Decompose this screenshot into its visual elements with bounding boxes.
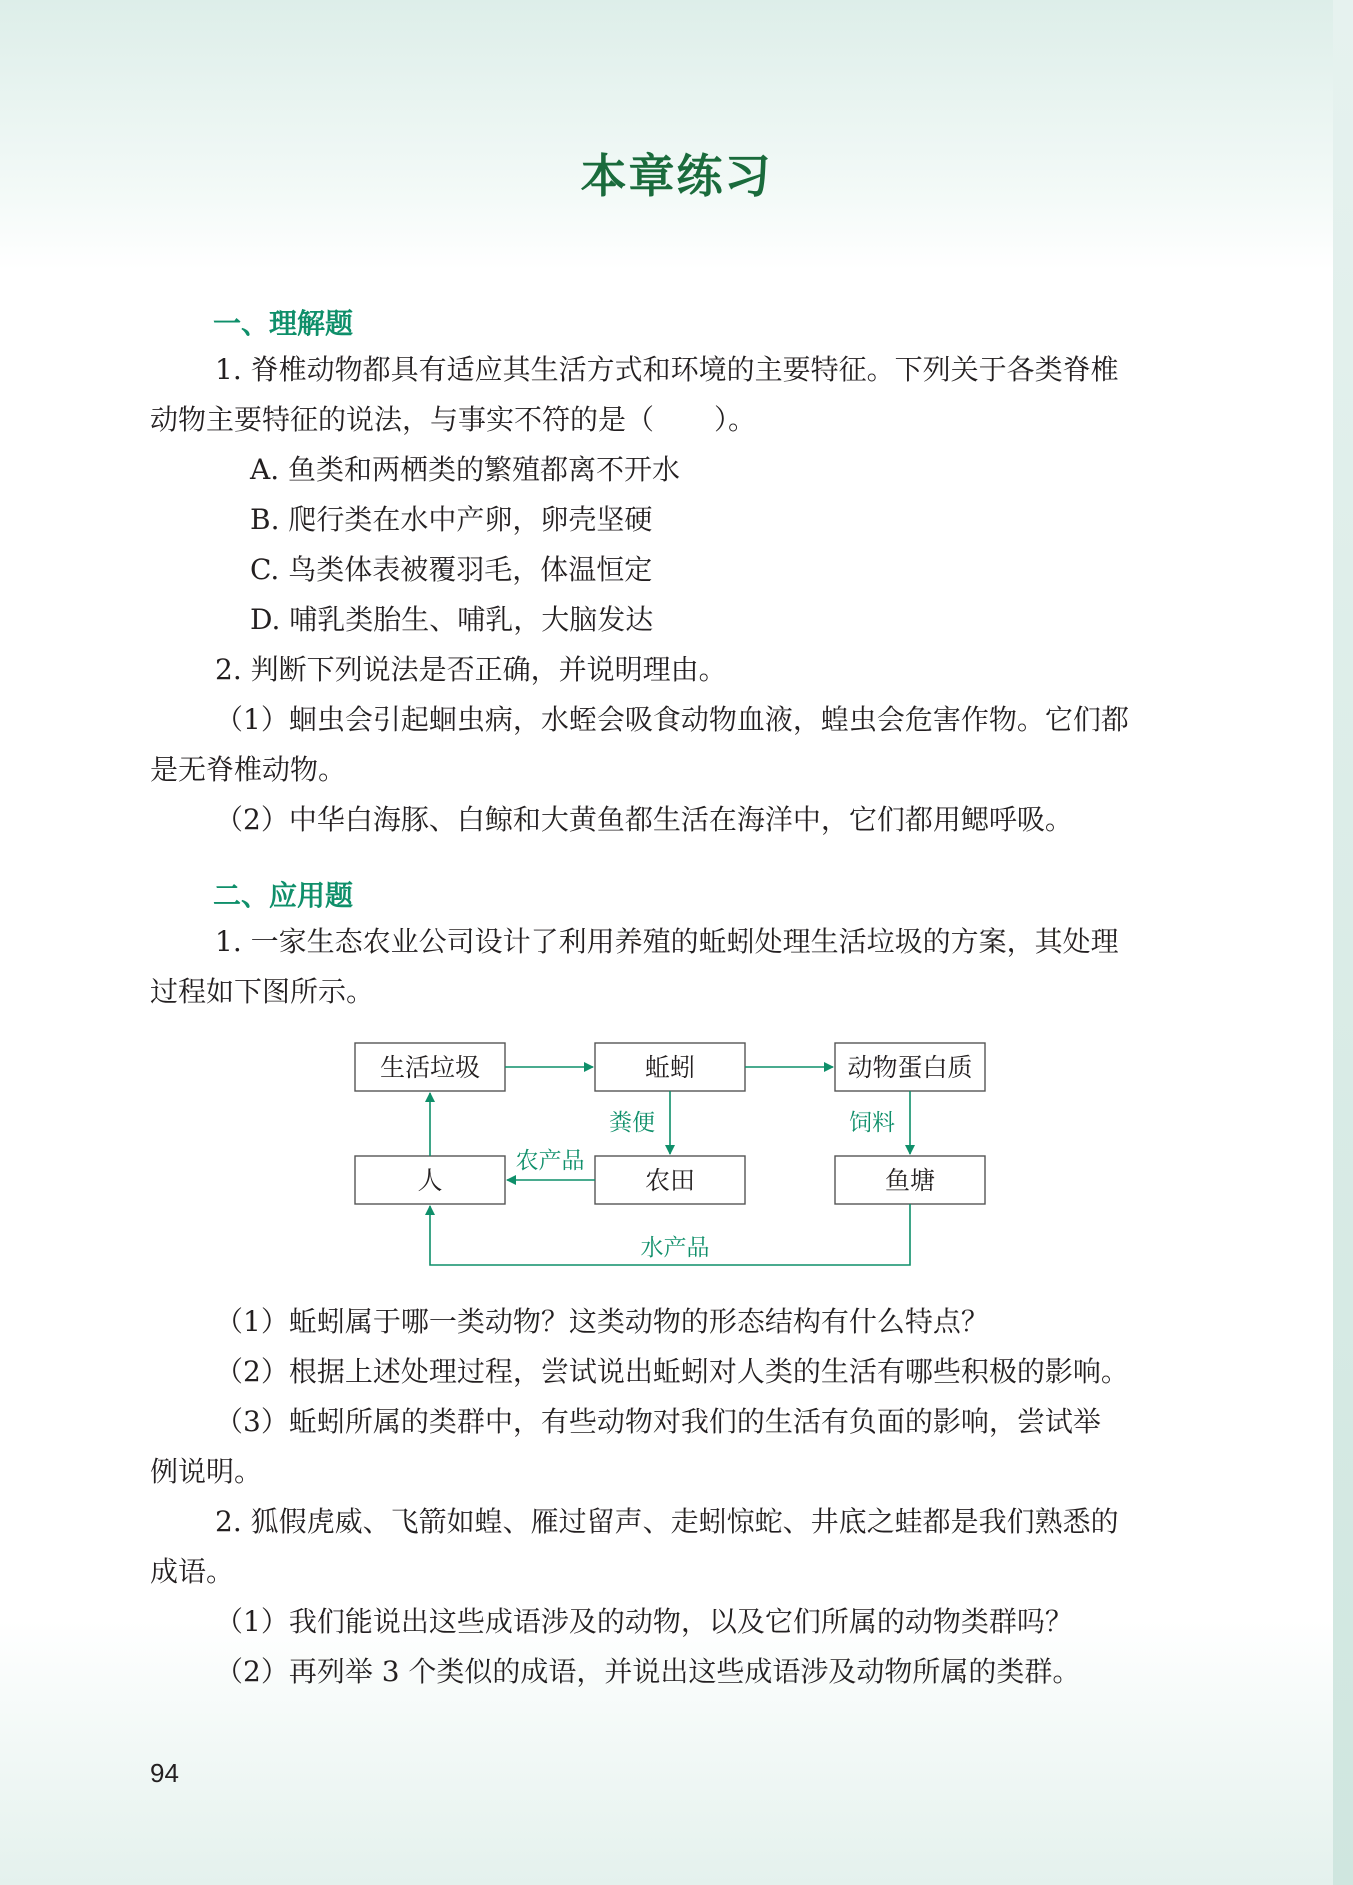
edge-label-agri-products: 农产品 xyxy=(515,1148,585,1174)
question-2-1-line-1: （1）蛔虫会引起蛔虫病，水蛭会吸食动物血液，蝗虫会危害作物。它们都 xyxy=(215,703,1129,736)
option-d: D. 哺乳类胎生、哺乳，大脑发达 xyxy=(250,603,654,636)
question-1-line-1: 1. 脊椎动物都具有适应其生活方式和环境的主要特征。下列关于各类脊椎 xyxy=(215,353,1119,386)
node-garbage xyxy=(355,1043,505,1091)
app-question-1-sub-3-line-1: （3）蚯蚓所属的类群中，有些动物对我们的生活有负面的影响，尝试举 xyxy=(215,1405,1101,1438)
node-fishpond xyxy=(835,1156,985,1204)
node-farmland xyxy=(595,1156,745,1204)
node-farmland-label: 农田 xyxy=(644,1166,696,1195)
node-people xyxy=(355,1156,505,1204)
section-heading-understanding: 一、理解题 xyxy=(213,307,354,340)
question-1-line-2-end: ）。 xyxy=(714,403,757,436)
node-people-label: 人 xyxy=(417,1166,443,1195)
node-fishpond-label: 鱼塘 xyxy=(884,1166,936,1195)
option-c: C. 鸟类体表被覆羽毛，体温恒定 xyxy=(250,553,653,586)
app-question-2-sub-1: （1）我们能说出这些成语涉及的动物，以及它们所属的动物类群吗？ xyxy=(215,1605,1073,1638)
option-b: B. 爬行类在水中产卵，卵壳坚硬 xyxy=(250,503,653,536)
edge-label-manure: 粪便 xyxy=(609,1110,655,1136)
section-heading-application: 二、应用题 xyxy=(213,879,354,912)
question-2-1-line-2: 是无脊椎动物。 xyxy=(150,753,347,786)
app-question-1-sub-2: （2）根据上述处理过程，尝试说出蚯蚓对人类的生活有哪些积极的影响。 xyxy=(215,1355,1129,1388)
app-question-2-line-1: 2. 狐假虎威、飞箭如蝗、雁过留声、走蚓惊蛇、井底之蛙都是我们熟悉的 xyxy=(215,1505,1119,1538)
page-number: 94 xyxy=(150,1758,179,1788)
app-question-1-sub-3-line-2: 例说明。 xyxy=(150,1455,263,1488)
question-1-line-2-text: 动物主要特征的说法，与事实不符的是（ xyxy=(150,403,655,436)
app-question-1-line-1: 1. 一家生态农业公司设计了利用养殖的蚯蚓处理生活垃圾的方案，其处理 xyxy=(215,925,1119,958)
chapter-exercise-title: 本章练习 xyxy=(580,149,773,203)
edge-label-feed: 饲料 xyxy=(849,1110,895,1136)
app-question-1-line-2: 过程如下图所示。 xyxy=(150,975,375,1008)
node-protein xyxy=(835,1043,985,1091)
app-question-1-sub-1: （1）蚯蚓属于哪一类动物？这类动物的形态结构有什么特点？ xyxy=(215,1305,989,1338)
question-2: 2. 判断下列说法是否正确，并说明理由。 xyxy=(215,653,727,686)
node-garbage-label: 生活垃圾 xyxy=(379,1053,481,1082)
app-question-2-sub-2: （2）再列举 3 个类似的成语，并说出这些成语涉及动物所属的类群。 xyxy=(215,1655,1081,1688)
node-earthworm-label: 蚯蚓 xyxy=(644,1053,696,1082)
node-earthworm xyxy=(595,1043,745,1091)
app-question-2-line-2: 成语。 xyxy=(150,1555,235,1588)
question-2-2: （2）中华白海豚、白鲸和大黄鱼都生活在海洋中，它们都用鳃呼吸。 xyxy=(215,803,1073,836)
node-protein-label: 动物蛋白质 xyxy=(847,1053,973,1082)
edge-label-aquatic-products: 水产品 xyxy=(640,1235,710,1261)
option-a: A. 鱼类和两栖类的繁殖都离不开水 xyxy=(250,453,681,486)
